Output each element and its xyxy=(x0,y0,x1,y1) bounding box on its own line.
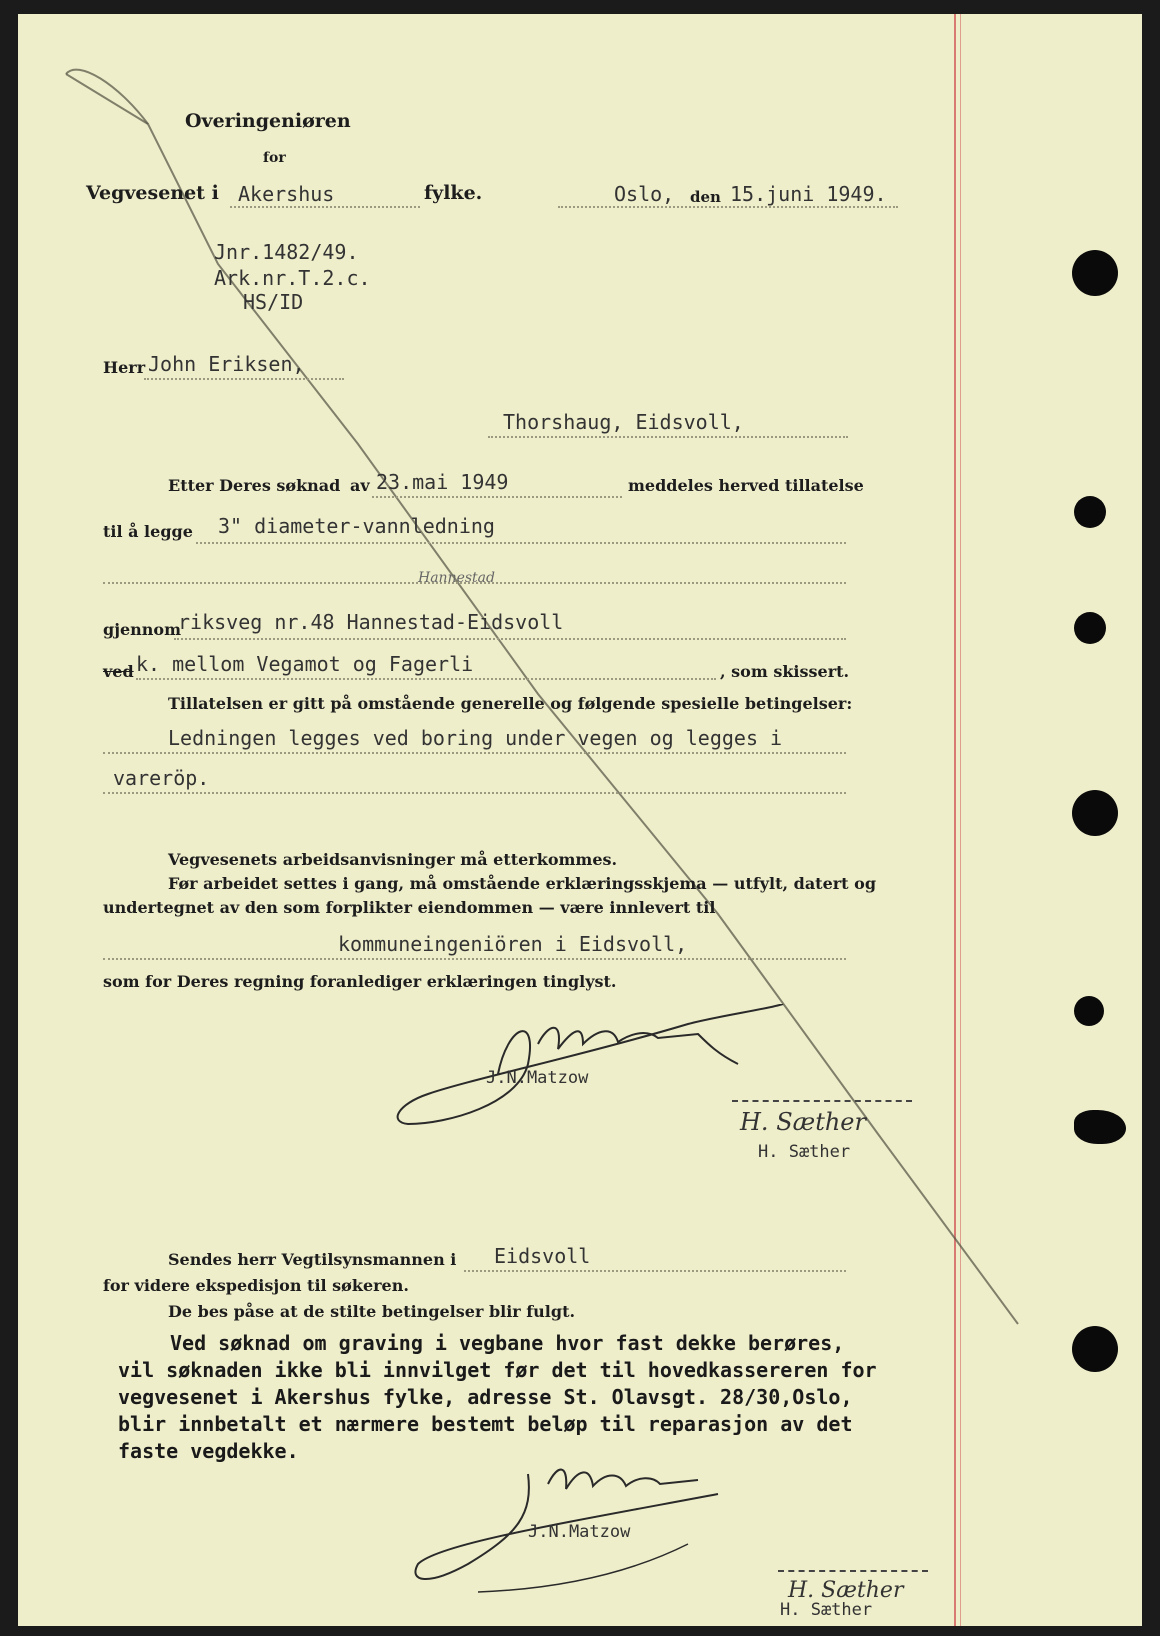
sig4-hand: H. Sæther xyxy=(788,1578,904,1603)
sig4-name: H. Sæther xyxy=(780,1600,873,1620)
sig3-name: J.N.Matzow xyxy=(528,1522,631,1542)
handwritten-note: Hannestad xyxy=(418,570,495,586)
ref-initials: HS/ID xyxy=(243,290,304,314)
sendes-place: Eidsvoll xyxy=(494,1244,591,1268)
punch-hole xyxy=(1074,1110,1126,1144)
document-page xyxy=(18,14,1142,1626)
condition-line-2: vareröр. xyxy=(113,766,210,790)
tillatelsen-text: Tillatelsen er gitt på omstående generelle og følgende spesielle betingelser: xyxy=(168,694,853,713)
notice-line: vil søknaden ikke bli innvilget før det til hovedkassereren for xyxy=(118,1358,877,1382)
signature-line-2 xyxy=(778,1570,928,1572)
etter-label: Etter Deres søknad xyxy=(168,476,341,495)
arbeids-text: Vegvesenets arbeidsanvisninger må etterkommes. xyxy=(168,850,618,869)
header-county: Akershus xyxy=(238,182,335,206)
header-fylke: fylke. xyxy=(424,182,483,204)
gjennom-label: gjennom xyxy=(103,620,182,639)
header-office: Overingeniøren xyxy=(185,110,351,132)
innlevert-til: kommuneingeniören i Eidsvoll, xyxy=(338,932,688,956)
videre-text: for videre ekspedisjon til søkeren. xyxy=(103,1276,409,1295)
sig2-hand: H. Sæther xyxy=(740,1108,866,1136)
for-text-1: Før arbeidet settes i gang, må omstående erklæringsskjema — utfylt, datert og xyxy=(168,874,876,893)
bes-text: De bes påse at de stilte betingelser blir fulgt. xyxy=(168,1302,576,1321)
regning-text: som for Deres regning foranlediger erklæringen tinglyst. xyxy=(103,972,617,991)
application-date: 23.mai 1949 xyxy=(376,470,509,494)
punch-hole xyxy=(1074,496,1106,528)
what-value: 3" diameter-vannledning xyxy=(218,514,495,538)
condition-line-1: Ledningen legges ved boring under vegen og legges i xyxy=(168,726,783,750)
sendes-label: Sendes herr Vegtilsynsmannen i xyxy=(168,1250,457,1269)
notice-line: blir innbetalt et nærmere bestemt beløp til reparasjon av det xyxy=(118,1412,853,1436)
header-date: 15.juni 1949. xyxy=(730,182,887,206)
punch-hole xyxy=(1074,612,1106,644)
notice-line: faste vegdekke. xyxy=(118,1439,299,1463)
punch-hole xyxy=(1072,1326,1118,1372)
recipient-name: John Eriksen, xyxy=(148,352,305,376)
header-den: den xyxy=(690,188,721,206)
notice-block xyxy=(118,1330,877,1465)
meddeles-label: meddeles herved tillatelse xyxy=(628,476,864,495)
header-vegvesenet: Vegvesenet i xyxy=(86,182,219,204)
header-place: Oslo, xyxy=(614,182,675,206)
skissert-label: , som skissert. xyxy=(720,662,850,681)
av-label: av xyxy=(350,476,370,495)
til-legge-label: til å legge xyxy=(103,522,193,541)
ref-jnr: Jnr.1482/49. xyxy=(214,240,359,264)
recipient-herr: Herr xyxy=(103,358,146,377)
road-value: riksveg nr.48 Hannestad-Eidsvoll xyxy=(178,610,564,634)
ved-label: ved xyxy=(103,662,134,681)
signature-line xyxy=(732,1100,912,1102)
location-value: k. mellom Vegamot og Fagerli xyxy=(136,652,474,676)
punch-hole xyxy=(1072,790,1118,836)
sig2-name: H. Sæther xyxy=(758,1142,851,1162)
sig1-name: J.N.Matzow xyxy=(486,1068,589,1088)
for-text-2: undertegnet av den som forplikter eiendommen — være innlevert til xyxy=(103,898,716,917)
ref-ark: Ark.nr.T.2.c. xyxy=(214,266,371,290)
header-for: for xyxy=(263,150,286,166)
notice-line: vegvesenet i Akershus fylke, adresse St. Olavsgt. 28/30,Oslo, xyxy=(118,1385,853,1409)
notice-line: Ved søknad om graving i vegbane hvor fast dekke berøres, xyxy=(170,1331,845,1355)
recipient-address: Thorshaug, Eidsvoll, xyxy=(503,410,744,434)
punch-hole xyxy=(1072,250,1118,296)
punch-hole xyxy=(1074,996,1104,1026)
